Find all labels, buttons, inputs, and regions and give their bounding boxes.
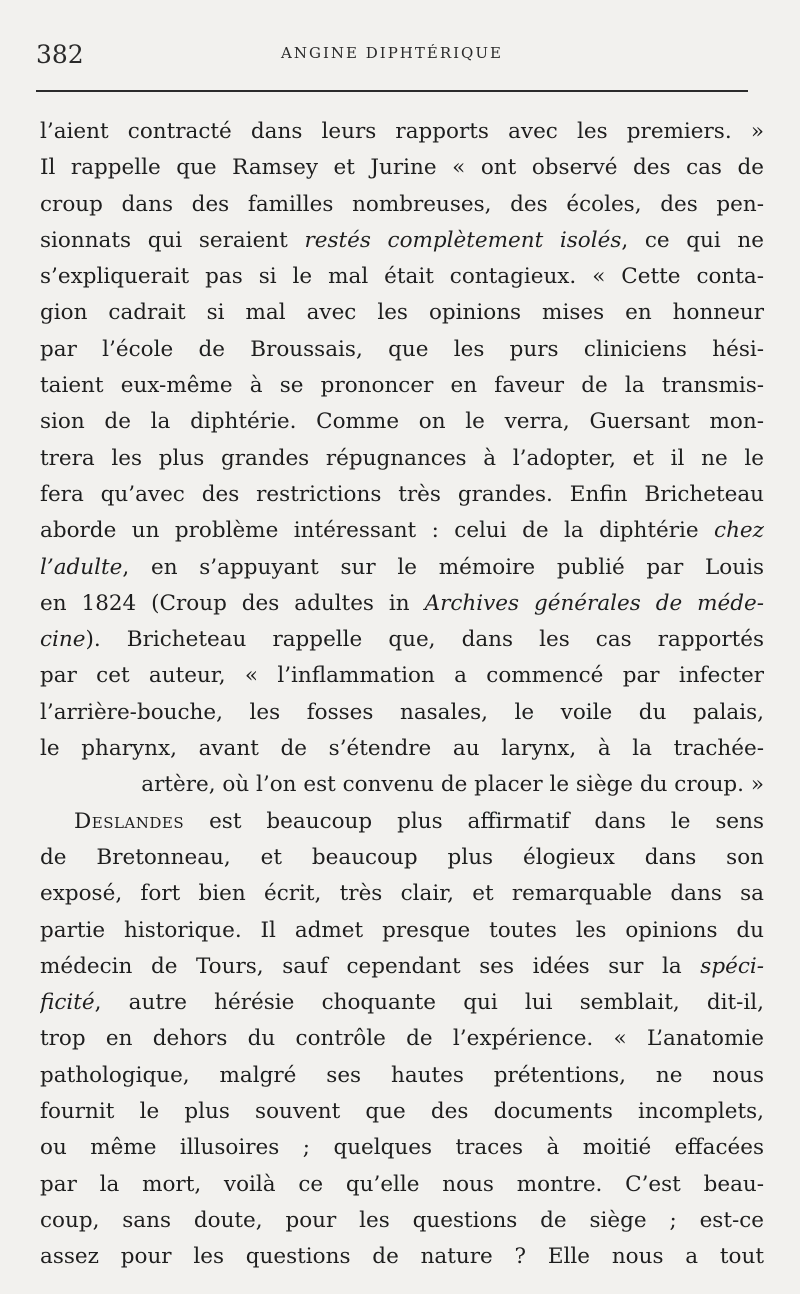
italic-text: cine bbox=[40, 627, 86, 653]
text-run: par cet auteur, « l’inflammation a commencé par infecter bbox=[40, 663, 764, 689]
text-line bbox=[40, 1239, 764, 1275]
text-line bbox=[40, 259, 764, 295]
text-run: l’arrière-bouche, les fosses nasales, le voile du palais, bbox=[40, 699, 764, 725]
body-text bbox=[40, 114, 764, 1276]
text-line bbox=[40, 840, 764, 876]
text-line bbox=[40, 404, 764, 440]
text-line bbox=[40, 695, 764, 731]
text-run: croup dans des familles nombreuses, des écoles, des pen- bbox=[40, 191, 764, 217]
text-line bbox=[40, 332, 764, 368]
text-line bbox=[40, 441, 764, 477]
text-line bbox=[40, 1021, 764, 1057]
text-run: , ce qui ne bbox=[621, 227, 764, 253]
text-line bbox=[40, 1130, 764, 1166]
text-line bbox=[40, 368, 764, 404]
text-run: par l’école de Broussais, que les purs cliniciens hési- bbox=[40, 336, 764, 362]
text-run: de Bretonneau, et beaucoup plus élogieux dans son bbox=[40, 844, 764, 870]
text-run: Il rappelle que Ramsey et Jurine « ont observé des cas de bbox=[40, 155, 764, 181]
text-line bbox=[40, 114, 764, 150]
text-line bbox=[40, 658, 764, 694]
author-name: Deslandes bbox=[74, 808, 185, 834]
text-run: pathologique, malgré ses hautes prétentions, ne nous bbox=[40, 1062, 764, 1088]
text-run: en 1824 (Croup des adultes in bbox=[40, 590, 425, 616]
text-line bbox=[40, 586, 764, 622]
text-line bbox=[40, 767, 764, 803]
text-run: coup, sans doute, pour les questions de siège ; est-ce bbox=[40, 1207, 764, 1233]
text-run: est beaucoup plus affirmatif dans le sens bbox=[184, 808, 764, 834]
text-line bbox=[40, 1167, 764, 1203]
text-run: fournit le plus souvent que des documents incomplets, bbox=[40, 1099, 764, 1125]
text-line bbox=[40, 295, 764, 331]
text-line bbox=[40, 1203, 764, 1239]
page-header bbox=[36, 38, 748, 78]
text-run: taient eux-même à se prononcer en faveur de la transmis- bbox=[40, 373, 764, 399]
text-run: partie historique. Il admet presque toutes les opinions du bbox=[40, 917, 764, 943]
text-line bbox=[40, 622, 764, 658]
text-line bbox=[40, 876, 764, 912]
text-line bbox=[40, 913, 764, 949]
text-run: ). Bricheteau rappelle que, dans les cas rapportés bbox=[85, 627, 764, 653]
text-run: sionnats qui seraient bbox=[40, 227, 305, 253]
text-run: le pharynx, avant de s’étendre au larynx, à la trachée- bbox=[40, 736, 764, 762]
text-line bbox=[40, 985, 764, 1021]
text-line bbox=[40, 949, 764, 985]
italic-text: spéci- bbox=[700, 953, 764, 979]
text-run: sion de la diphtérie. Comme on le verra, Guersant mon- bbox=[40, 409, 764, 435]
text-run: fera qu’avec des restrictions très grandes. Enfin Bricheteau bbox=[40, 481, 764, 507]
text-line bbox=[40, 804, 764, 840]
italic-text: chez bbox=[714, 518, 764, 544]
page-number: 382 bbox=[36, 40, 84, 69]
header-rule bbox=[36, 90, 748, 92]
text-run: médecin de Tours, sauf cependant ses idées sur la bbox=[40, 953, 701, 979]
text-run: gion cadrait si mal avec les opinions mises en honneur bbox=[40, 300, 764, 326]
italic-text: l’adulte bbox=[40, 554, 123, 580]
text-run: trera les plus grandes répugnances à l’adopter, et il ne le bbox=[40, 445, 764, 471]
text-line bbox=[40, 477, 764, 513]
text-run: assez pour les questions de nature ? Elle nous a tout bbox=[40, 1244, 764, 1270]
text-line bbox=[40, 731, 764, 767]
italic-text: restés complètement isolés bbox=[304, 227, 622, 253]
text-run: artère, où l’on est convenu de placer le siège du croup. » bbox=[141, 772, 764, 798]
italic-text: ficité bbox=[40, 990, 95, 1016]
text-run: trop en dehors du contrôle de l’expérience. « L’anatomie bbox=[40, 1026, 764, 1052]
text-line bbox=[40, 1094, 764, 1130]
text-line bbox=[40, 1058, 764, 1094]
text-run: , en s’appuyant sur le mémoire publié par Louis bbox=[122, 554, 764, 580]
italic-text: Archives générales de méde- bbox=[424, 590, 764, 616]
text-line bbox=[40, 150, 764, 186]
text-run: s’expliquerait pas si le mal était contagieux. « Cette conta- bbox=[40, 264, 764, 290]
text-line bbox=[40, 550, 764, 586]
text-run: par la mort, voilà ce qu’elle nous montre. C’est beau- bbox=[40, 1171, 764, 1197]
text-line bbox=[40, 223, 764, 259]
text-run: , autre hérésie choquante qui lui semblait, dit-il, bbox=[94, 990, 764, 1016]
text-run: l’aient contracté dans leurs rapports avec les premiers. » bbox=[40, 119, 764, 144]
text-run: ou même illusoires ; quelques traces à moitié effacées bbox=[40, 1135, 764, 1161]
text-line bbox=[40, 187, 764, 223]
text-run: exposé, fort bien écrit, très clair, et remarquable dans sa bbox=[40, 881, 764, 907]
running-title: ANGINE DIPHTÉRIQUE bbox=[281, 44, 503, 62]
text-line bbox=[40, 513, 764, 549]
text-run: aborde un problème intéressant : celui de la diphtérie bbox=[40, 518, 715, 544]
